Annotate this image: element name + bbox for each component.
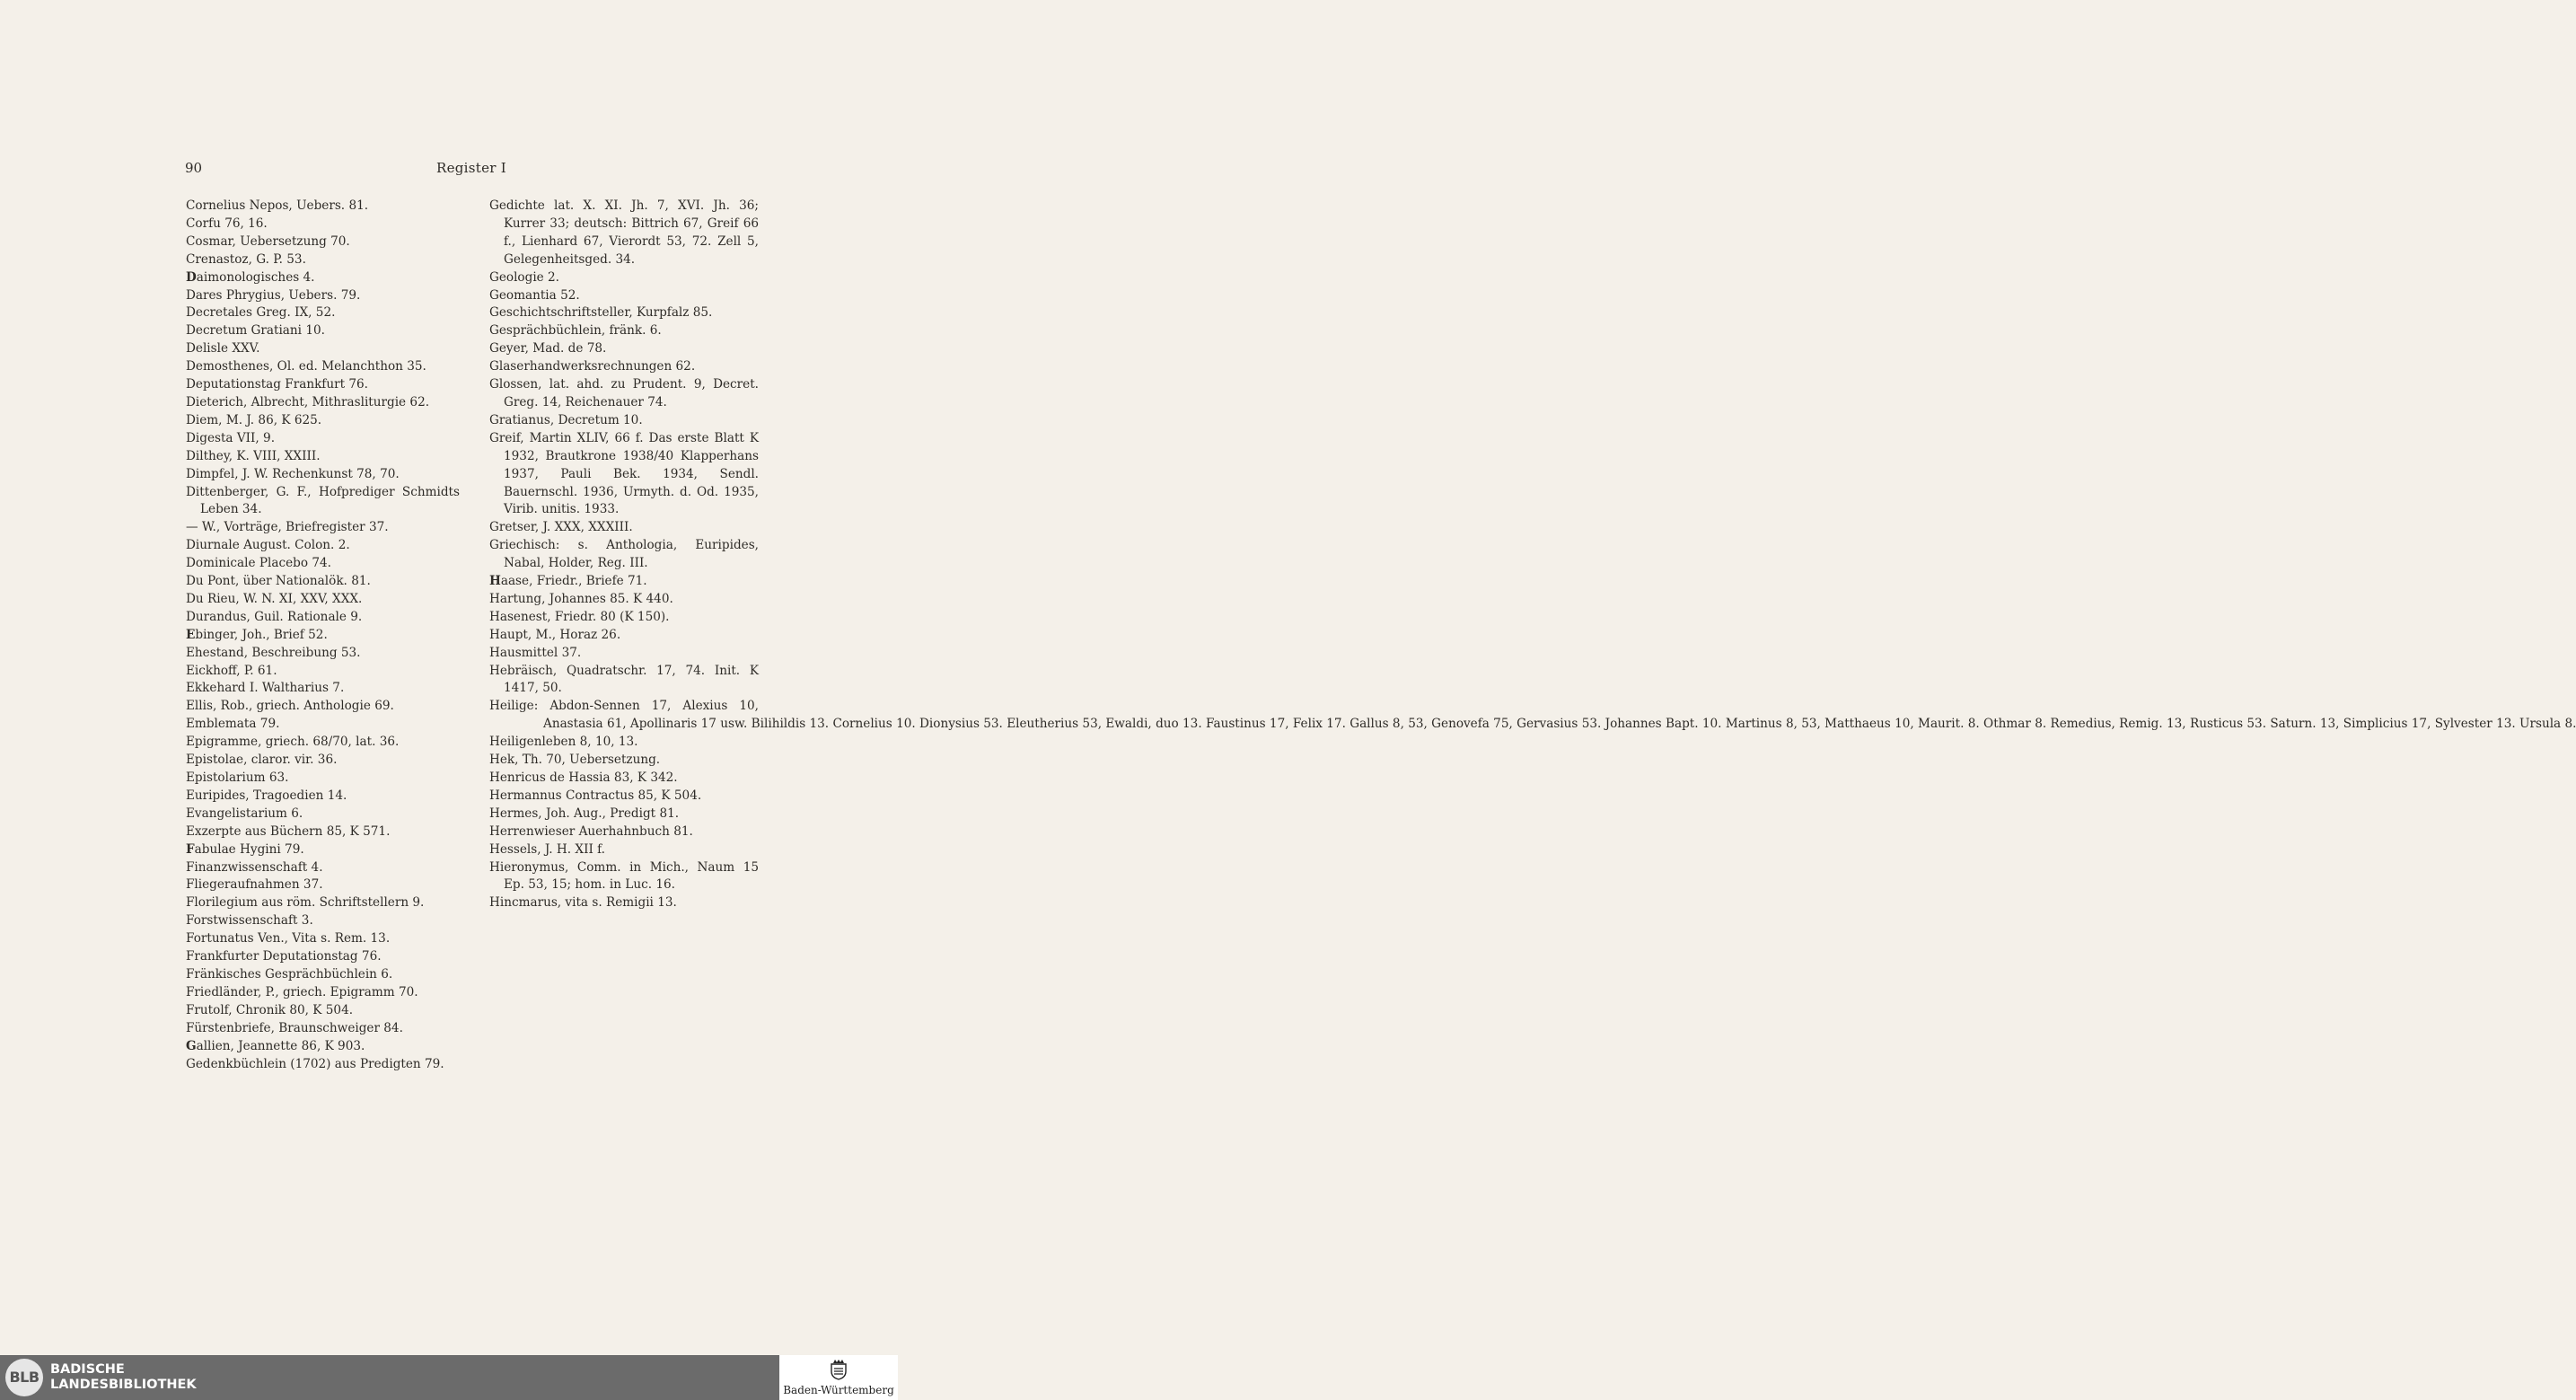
library-name-line1: BADISCHE [50,1362,125,1377]
index-entry: Finanzwissenschaft 4. [186,859,323,875]
index-entry: Geologie 2. [489,269,560,285]
index-entry: Griechisch: s. Anthologia, Euripides, Nabal, Holder, Reg. III. [489,538,759,571]
index-entry: Euripides, Tragoedien 14. [186,788,347,803]
index-entry: Heiligenleben 8, 10, 13. [489,735,638,750]
index-entry: Hausmittel 37. [489,645,582,660]
entry-heading-line [489,698,759,716]
index-entry: Gesprächbüchlein, fränk. 6. [489,323,662,339]
state-label: Baden-Württemberg [783,1384,894,1396]
index-entry: Dominicale Placebo 74. [186,556,331,571]
index-entry: Dares Phrygius, Uebers. 79. [186,287,361,303]
index-entry: Diem, M. J. 86, K 625. [186,412,322,427]
entry-first-line: Abdon-Sennen 17, Alexius 10, [549,699,759,714]
index-entry: Friedländer, P., griech. Epigramm 70. [186,984,418,999]
index-entry: Durandus, Guil. Rationale 9. [186,609,363,624]
index-entry: Glossen, lat. ahd. zu Prudent. 9, Decret. Greg. 14, Reichenauer 74. [489,377,759,409]
index-entry: Frutolf, Chronik 80, K 504. [186,1002,354,1017]
section-initial: E [186,627,196,642]
index-entry: Epigramme, griech. 68/70, lat. 36. [186,735,400,750]
entry-lead: Heilige: [489,699,539,714]
index-entry: Evangelistarium 6. [186,806,303,821]
index-entry: Ellis, Rob., griech. Anthologie 69. [186,699,394,714]
index-entry: Gedichte lat. X. XI. Jh. 7, XVI. Jh. 36; Kurrer 33; deutsch: Bittrich 67, Greif 66 f., Lienhard 67, Vierordt 53, 72. Zell 5, Gelegenheitsged. 34. [489,198,759,267]
section-initial: H [489,574,501,589]
index-entry [186,841,460,859]
index-entry: Crenastoz, G. P. 53. [186,251,306,267]
index-entry: Cornelius Nepos, Uebers. 81. [186,198,369,213]
index-entry: Hartung, Johannes 85. K 440. [489,591,673,606]
index-entry: Dittenberger, G. F., Hofprediger Schmidts Leben 34. [186,484,460,517]
index-entry: Hebräisch, Quadratschr. 17, 74. Init. K 1417, 50. [489,663,759,696]
section-initial: F [186,841,195,857]
library-name-line2: LANDESBIBLIOTHEK [50,1378,197,1392]
index-entry: Henricus de Hassia 83, K 342. [489,770,678,785]
index-entry [186,627,460,645]
index-entry: Demosthenes, Ol. ed. Melanchthon 35. [186,359,426,374]
index-entry: Florilegium aus röm. Schriftstellern 9. [186,895,425,911]
index-entry: Emblemata 79. [186,717,280,732]
index-entry: Glaserhandwerksrechnungen 62. [489,359,696,374]
index-entry: Ekkehard I. Waltharius 7. [186,681,345,696]
section-initial: D [186,269,197,285]
index-entry: Decretales Greg. IX, 52. [186,305,336,321]
index-column-left [186,198,460,1073]
index-entry: Exzerpte aus Büchern 85, K 571. [186,823,391,839]
index-column-right [489,198,2576,912]
index-entry: Forstwissenschaft 3. [186,913,313,929]
index-entry: Eickhoff, P. 61. [186,663,277,678]
blb-logo[interactable]: BLB [5,1359,43,1396]
index-entry: Diurnale August. Colon. 2. [186,538,350,553]
index-entry [186,1038,460,1056]
library-name[interactable] [50,1362,197,1393]
page-header [185,160,510,181]
index-entry: Fürstenbriefe, Braunschweiger 84. [186,1020,403,1035]
entry-text: allien, Jeannette 86, K 903. [196,1038,365,1053]
entry-text: aase, Friedr., Briefe 71. [500,574,647,589]
index-entry [489,698,2576,734]
index-entry [186,269,460,287]
index-entry: Geschichtschriftsteller, Kurpfalz 85. [489,305,713,321]
index-entry: Frankfurter Deputationstag 76. [186,949,382,964]
coat-of-arms-icon [830,1359,848,1380]
index-entry: Gedenkbüchlein (1702) aus Predigten 79. [186,1056,444,1071]
baden-wuerttemberg-logo[interactable] [779,1355,898,1400]
index-entry: Du Rieu, W. N. XI, XXV, XXX. [186,591,363,606]
index-entry: Cosmar, Uebersetzung 70. [186,233,350,249]
index-entry: Du Pont, über Nationalök. 81. [186,574,371,589]
index-entry: Herrenwieser Auerhahnbuch 81. [489,823,693,839]
index-entry: Dilthey, K. VIII, XXIII. [186,448,321,463]
index-entry: Ehestand, Beschreibung 53. [186,645,361,660]
index-entry: Hessels, J. H. XII f. [489,841,606,857]
entry-text: abulae Hygini 79. [194,841,304,857]
index-entry: Hermannus Contractus 85, K 504. [489,788,702,803]
index-entry: Gratianus, Decretum 10. [489,412,643,427]
index-entry: Haupt, M., Horaz 26. [489,627,621,642]
index-entry: Delisle XXV. [186,341,260,357]
index-entry: Geomantia 52. [489,287,580,303]
index-entry: Epistolae, claror. vir. 36. [186,753,338,768]
index-entry: Corfu 76, 16. [186,216,268,231]
index-entry: Hermes, Joh. Aug., Predigt 81. [489,806,680,821]
index-entry: Epistolarium 63. [186,770,289,785]
index-entry: Fortunatus Ven., Vita s. Rem. 13. [186,931,391,947]
index-entry: Fränkisches Gesprächbüchlein 6. [186,966,393,982]
index-entry: Digesta VII, 9. [186,430,276,445]
page-number: 90 [185,160,203,176]
index-entry: Hincmarus, vita s. Remigii 13. [489,895,677,911]
index-entry: Gretser, J. XXX, XXXIII. [489,520,633,535]
index-entry: Dimpfel, J. W. Rechenkunst 78, 70. [186,466,400,481]
index-entry: Deputationstag Frankfurt 76. [186,377,368,392]
entry-continuation: Anastasia 61, Apollinaris 17 usw. Bilihildis 13. Cornelius 10. Dionysius 53. Eleutherius 53, Ewaldi, duo 13. Faustinus 17, Felix 17. Gallus 8, 53, Genovefa 75, Gervasius 53. Johannes Bapt. 10. Martinus 8, 53, Matthaeus 10, Maurit. 8. Othmar 8. Remedius, Remig. 13, Rusticus 53. Saturn. 13, Simplicius 17, Sylvester 13. Ursula 8. [543,717,2576,732]
index-entry [489,573,759,591]
index-entry: Greif, Martin XLIV, 66 f. Das erste Blatt K 1932, Brautkrone 1938/40 Klapperhans 1937, Pauli Bek. 1934, Sendl. Bauernschl. 1936, Urmyth. d. Od. 1935, Virib. unitis. 1933. [489,430,759,517]
entry-text: aimonologisches 4. [196,269,315,285]
index-entry: Hasenest, Friedr. 80 (K 150). [489,609,670,624]
footer-bar [0,1355,898,1400]
section-initial: G [186,1038,197,1053]
index-entry: Geyer, Mad. de 78. [489,341,607,357]
running-head: Register I [436,160,507,176]
index-entry: Dieterich, Albrecht, Mithrasliturgie 62. [186,394,430,409]
index-entry: Fliegeraufnahmen 37. [186,877,323,893]
index-entry: Decretum Gratiani 10. [186,323,325,339]
index-entry: Hek, Th. 70, Uebersetzung. [489,753,661,768]
entry-text: binger, Joh., Brief 52. [195,627,328,642]
index-entry: Hieronymus, Comm. in Mich., Naum 15 Ep. 53, 15; hom. in Luc. 16. [489,859,759,893]
index-entry: — W., Vorträge, Briefregister 37. [186,520,389,535]
